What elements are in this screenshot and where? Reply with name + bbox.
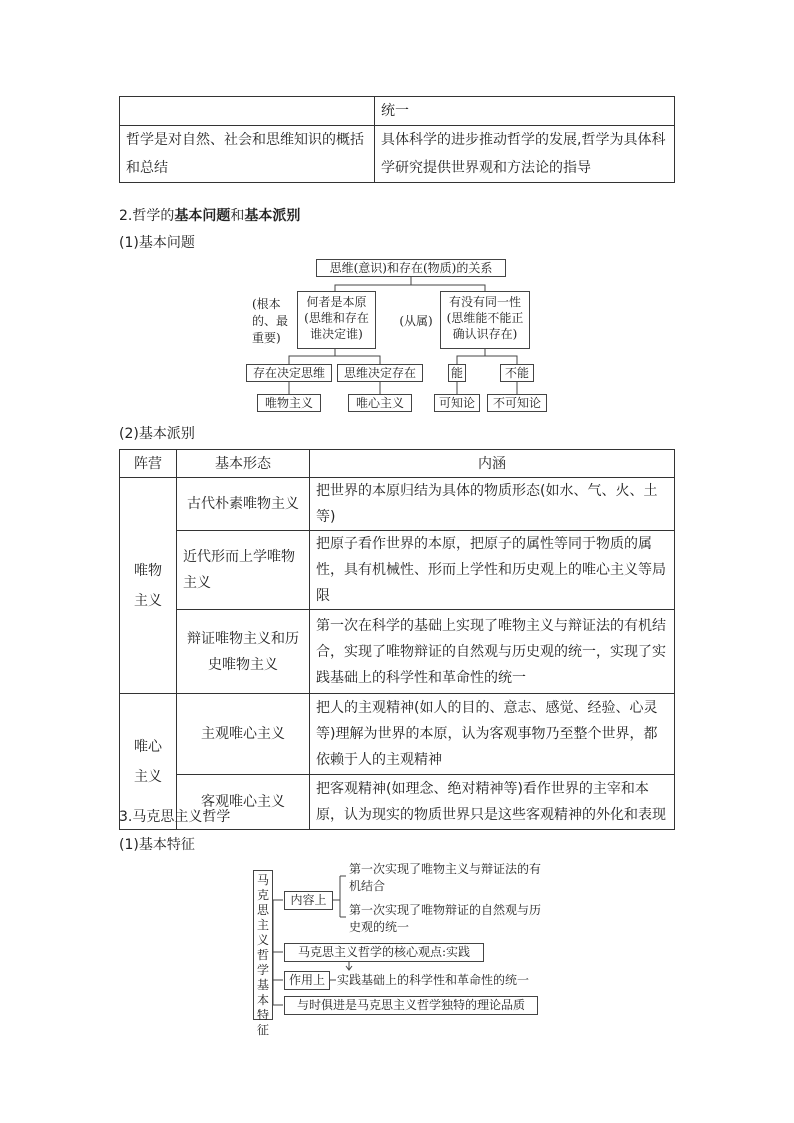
diagram2-content-1: 第一次实现了唯物主义与辩证法的有机结合	[349, 862, 542, 893]
schools-content: 把客观精神(如理念、绝对精神等)看作世界的主宰和本原，认为现实的物质世界只是这些客观精神的外化和表现	[310, 775, 675, 830]
schools-form: 辩证唯物主义和历史唯物主义	[177, 610, 310, 694]
section-2-title: 2.哲学的基本问题和基本派别	[119, 208, 301, 224]
diagram2-content-2: 第一次实现了唯物辩证的自然观与历史观的统一	[349, 903, 542, 934]
diagram2-core: 马克思主义哲学的核心观点:实践	[284, 943, 484, 962]
schools-form: 近代形而上学唯物主义	[177, 531, 310, 610]
subheading-basic-schools: (2)基本派别	[119, 426, 195, 442]
top-table-cell: 具体科学的进步推动哲学的发展,哲学为具体科学研究提供世界观和方法论的指导	[375, 126, 675, 183]
diagram2-root: 马克思主义哲学基本特征	[253, 870, 273, 1020]
schools-content: 把世界的本原归结为具体的物质形态(如水、气、火、土等)	[310, 478, 675, 531]
diagram1-origin-box: 何者是本原(思维和存在谁决定谁)	[297, 291, 376, 349]
diagram1-materialism: 唯物主义	[257, 394, 321, 412]
top-table-cell: 统一	[375, 97, 675, 126]
schools-form: 主观唯心主义	[177, 694, 310, 775]
diagram2-effect-label: 作用上	[284, 971, 330, 990]
subheading-basic-features: (1)基本特征	[119, 837, 195, 853]
schools-camp-materialism: 唯物主义	[120, 478, 177, 694]
diagram1-agnosticism: 不可知论	[487, 394, 547, 412]
diagram2-content-label: 内容上	[284, 891, 333, 910]
diagram1-agnostic-knowable: 可知论	[434, 394, 480, 412]
subheading-basic-question: (1)基本问题	[119, 235, 195, 251]
diagram2-last: 与时俱进是马克思主义哲学独特的理论品质	[284, 996, 538, 1015]
schools-content: 第一次在科学的基础上实现了唯物主义与辩证法的有机结合，实现了唯物辩证的自然观与历史观的统一，实现了实践基础上的科学性和革命性的统一	[310, 610, 675, 694]
diagram1-root: 思维(意识)和存在(物质)的关系	[316, 259, 506, 277]
schools-header-camp: 阵营	[120, 450, 177, 478]
diagram1-existence-determines: 存在决定思维	[246, 364, 332, 382]
diagram1-note-fundamental: (根本的、最重要)	[252, 297, 289, 345]
schools-form: 客观唯心主义	[177, 775, 310, 830]
schools-content: 把原子看作世界的本原，把原子的属性等同于物质的属性，具有机械性、形而上学性和历史观上的唯心主义等局限	[310, 531, 675, 610]
diagram1-note-subordinate: (从属)	[399, 314, 433, 328]
top-table-cell: 哲学是对自然、社会和思维知识的概括和总结	[120, 126, 375, 183]
diagram1-idealism: 唯心主义	[348, 394, 412, 412]
schools-content: 把人的主观精神(如人的目的、意志、感觉、经验、心灵等)理解为世界的本原，认为客观事物乃至整个世界，都依赖于人的主观精神	[310, 694, 675, 775]
section-3-title: 3.马克思主义哲学	[119, 809, 231, 825]
schools-camp-idealism: 唯心主义	[120, 694, 177, 830]
diagram1-can: 能	[448, 364, 466, 382]
schools-header-content: 内涵	[310, 450, 675, 478]
diagram1-cannot: 不能	[500, 364, 534, 382]
diagram2-effect: 实践基础上的科学性和革命性的统一	[337, 973, 530, 987]
diagram1-identity-box: 有没有同一性(思维能不能正确认识存在)	[440, 291, 530, 349]
schools-header-form: 基本形态	[177, 450, 310, 478]
diagram1-thinking-determines: 思维决定存在	[337, 364, 423, 382]
schools-form: 古代朴素唯物主义	[177, 478, 310, 531]
